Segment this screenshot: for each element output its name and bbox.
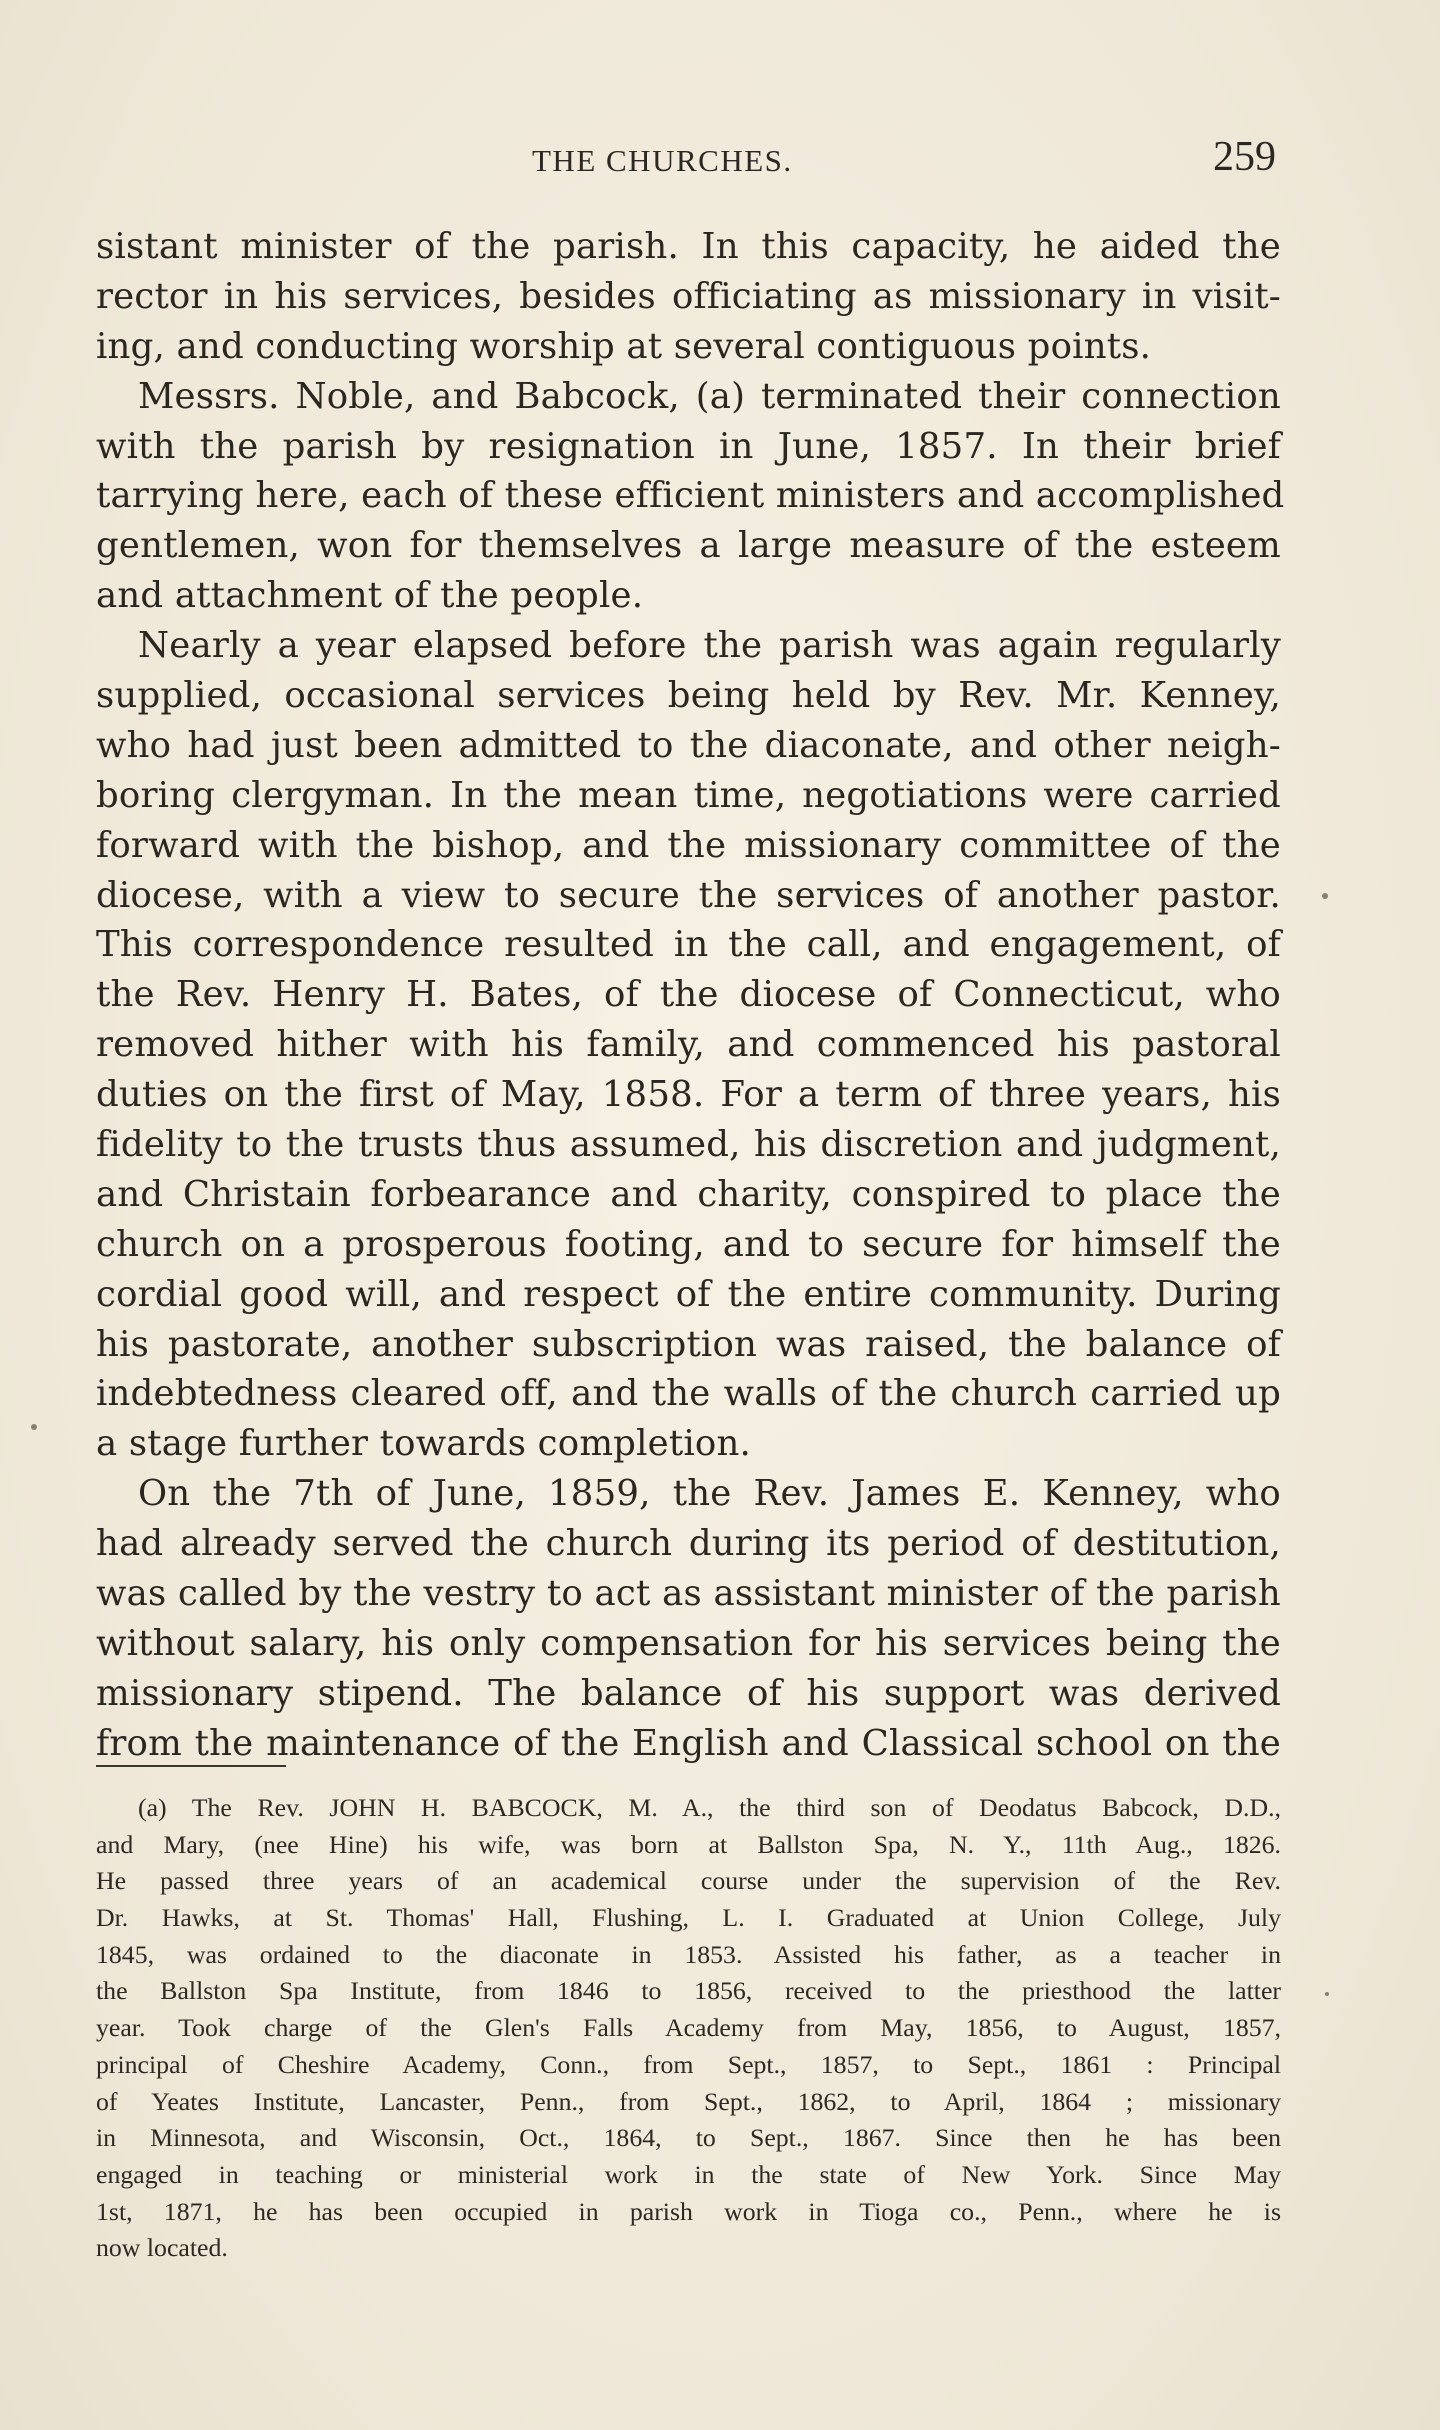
footnote-line: year. Took charge of the Glen's Falls Academy from May, 1856, to August, 1857, — [96, 2013, 1281, 2043]
running-title: THE CHURCHES. — [532, 143, 793, 178]
body-line: forward with the bishop, and the missionary committee of the — [96, 824, 1281, 866]
body-text — [96, 222, 1285, 1769]
body-line: rector in his services, besides officiating as missionary in visit- — [96, 275, 1281, 317]
footnote-line: principal of Cheshire Academy, Conn., from Sept., 1857, to Sept., 1861 : Principal — [96, 2049, 1281, 2079]
footnote-line: engaged in teaching or ministerial work in the state of New York. Since May — [96, 2159, 1281, 2189]
body-line: On the 7th of June, 1859, the Rev. James E. Kenney, who — [138, 1473, 1281, 1515]
body-line: church on a prosperous footing, and to secure for himself the — [96, 1223, 1281, 1265]
footnote-line: 1845, was ordained to the diaconate in 1853. Assisted his father, as a teacher in — [96, 1939, 1281, 1969]
body-line: a stage further towards completion. — [96, 1423, 752, 1465]
footnote-line: (a) The Rev. JOHN H. BABCOCK, M. A., the third son of Deodatus Babcock, D.D., — [138, 1793, 1281, 1822]
footnote-rule — [96, 1765, 286, 1767]
body-line: who had just been admitted to the diaconate, and other neigh- — [96, 724, 1281, 766]
paper-speck — [1325, 1992, 1329, 1996]
body-line: This correspondence resulted in the call, and engagement, of — [96, 924, 1281, 966]
body-line: from the maintenance of the English and Classical school on the — [96, 1722, 1281, 1764]
body-line: missionary stipend. The balance of his support was derived — [96, 1672, 1281, 1714]
footnote-line: He passed three years of an academical course under the supervision of the Rev. — [96, 1866, 1281, 1896]
footnote-line: Dr. Hawks, at St. Thomas' Hall, Flushing, L. I. Graduated at Union College, July — [96, 1903, 1281, 1933]
body-line: removed hither with his family, and commenced his pastoral — [96, 1024, 1281, 1066]
footnote-line: in Minnesota, and Wisconsin, Oct., 1864, to Sept., 1867. Since then he has been — [96, 2123, 1281, 2153]
page-number: 259 — [1213, 134, 1276, 180]
body-line: and Christain forbearance and charity, conspired to place the — [96, 1173, 1281, 1215]
body-line: boring clergyman. In the mean time, negotiations were carried — [96, 774, 1281, 816]
body-line: his pastorate, another subscription was raised, the balance of — [96, 1323, 1281, 1365]
body-line: and attachment of the people. — [96, 575, 644, 617]
body-line: fidelity to the trusts thus assumed, his discretion and judgment, — [96, 1124, 1281, 1166]
footnote — [96, 1790, 1281, 2267]
footnote-line: now located. — [96, 2233, 228, 2263]
body-line: sistant minister of the parish. In this capacity, he aided the — [96, 226, 1281, 267]
body-line: had already served the church during its period of destitution, — [96, 1523, 1281, 1565]
footnote-line: and Mary, (nee Hine) his wife, was born at Ballston Spa, N. Y., 11th Aug., 1826. — [96, 1829, 1281, 1859]
body-line: indebtedness cleared off, and the walls of the church carried up — [96, 1373, 1281, 1415]
body-line: duties on the first of May, 1858. For a term of three years, his — [96, 1074, 1281, 1116]
footnote-line: 1st, 1871, he has been occupied in parish work in Tioga co., Penn., where he is — [96, 2196, 1281, 2226]
body-line: tarrying here, each of these efficient ministers and accomplished — [96, 475, 1285, 517]
body-line: with the parish by resignation in June, 1857. In their brief — [96, 425, 1281, 467]
body-line: ing, and conducting worship at several contiguous points. — [96, 325, 1152, 367]
body-line: the Rev. Henry H. Bates, of the diocese of Connecticut, who — [96, 974, 1281, 1016]
body-line: gentlemen, won for themselves a large measure of the esteem — [96, 525, 1281, 567]
body-line: cordial good will, and respect of the entire community. During — [96, 1273, 1281, 1315]
body-line: diocese, with a view to secure the services of another pastor. — [96, 874, 1281, 916]
footnote-line: of Yeates Institute, Lancaster, Penn., from Sept., 1862, to April, 1864 ; missionary — [96, 2086, 1281, 2116]
footnote-line: the Ballston Spa Institute, from 1846 to 1856, received to the priesthood the latter — [96, 1976, 1281, 2006]
body-line: Messrs. Noble, and Babcock, (a) terminated their connection — [138, 375, 1281, 417]
body-line: was called by the vestry to act as assistant minister of the parish — [96, 1573, 1281, 1615]
body-line: supplied, occasional services being held by Rev. Mr. Kenney, — [96, 675, 1281, 717]
body-line: Nearly a year elapsed before the parish was again regularly — [138, 625, 1281, 667]
body-line: without salary, his only compensation for his services being the — [96, 1622, 1281, 1664]
paper-speck — [31, 1424, 37, 1430]
running-head — [0, 133, 1440, 193]
paper-speck — [1322, 893, 1328, 899]
